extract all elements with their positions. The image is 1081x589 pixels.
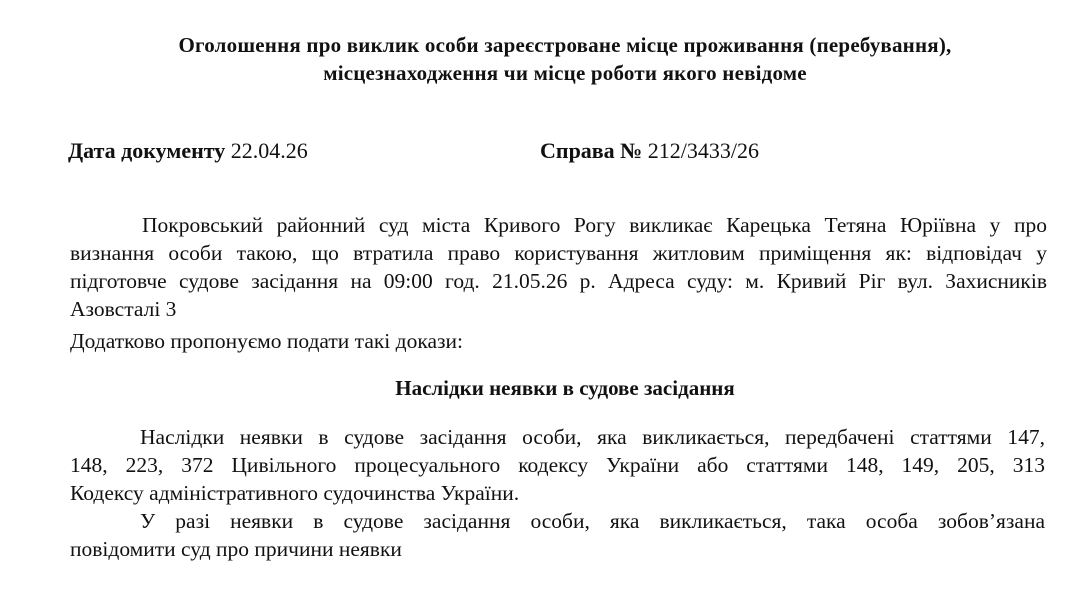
case-number (540, 138, 759, 164)
case-number-label: Справа № (540, 138, 643, 163)
obligation-paragraph-line: У разі неявки в судове засідання особи, яка викликається, така особа зобов’язана (140, 509, 1045, 533)
obligation-paragraph-line: повідомити суд про причини неявки (70, 537, 402, 561)
consequences-paragraph-line: Кодексу адміністративного судочинства України. (70, 481, 520, 505)
consequences-paragraph-line: 148, 223, 372 Цивільного процесуального кодексу України або статтями 148, 149, 205, 313 (70, 453, 1045, 477)
notice-title-line-1: Оголошення про виклик особи зареєстроване місце проживання (перебування), (178, 33, 952, 57)
notice-title-line-2: місцезнаходження чи місце роботи якого невідоме (323, 61, 807, 85)
consequences-paragraph-line: Наслідки неявки в судове засідання особи, яка викликається, передбачені статтями 147, (140, 425, 1045, 449)
summons-paragraph-line: Азовсталі 3 (70, 297, 177, 321)
document-date-label: Дата документу (68, 138, 226, 163)
document-date (68, 138, 308, 164)
summons-paragraph-line: підготовче судове засідання на 09:00 год. 21.05.26 р. Адреса суду: м. Кривий Ріг вул. Захисників (70, 269, 1047, 293)
document-date-value: 22.04.26 (230, 138, 308, 163)
case-number-value: 212/3433/26 (647, 138, 760, 163)
summons-paragraph-line: визнання особи такою, що втратила право користування житловим приміщення як: відповідач у (70, 241, 1047, 265)
evidence-request-text: Додатково пропонуємо подати такі докази: (70, 329, 463, 353)
summons-paragraph-line: Покровський районний суд міста Кривого Рогу викликає Карецька Тетяна Юріївна у про (142, 213, 1047, 237)
consequences-heading: Наслідки неявки в судове засідання (395, 376, 735, 400)
